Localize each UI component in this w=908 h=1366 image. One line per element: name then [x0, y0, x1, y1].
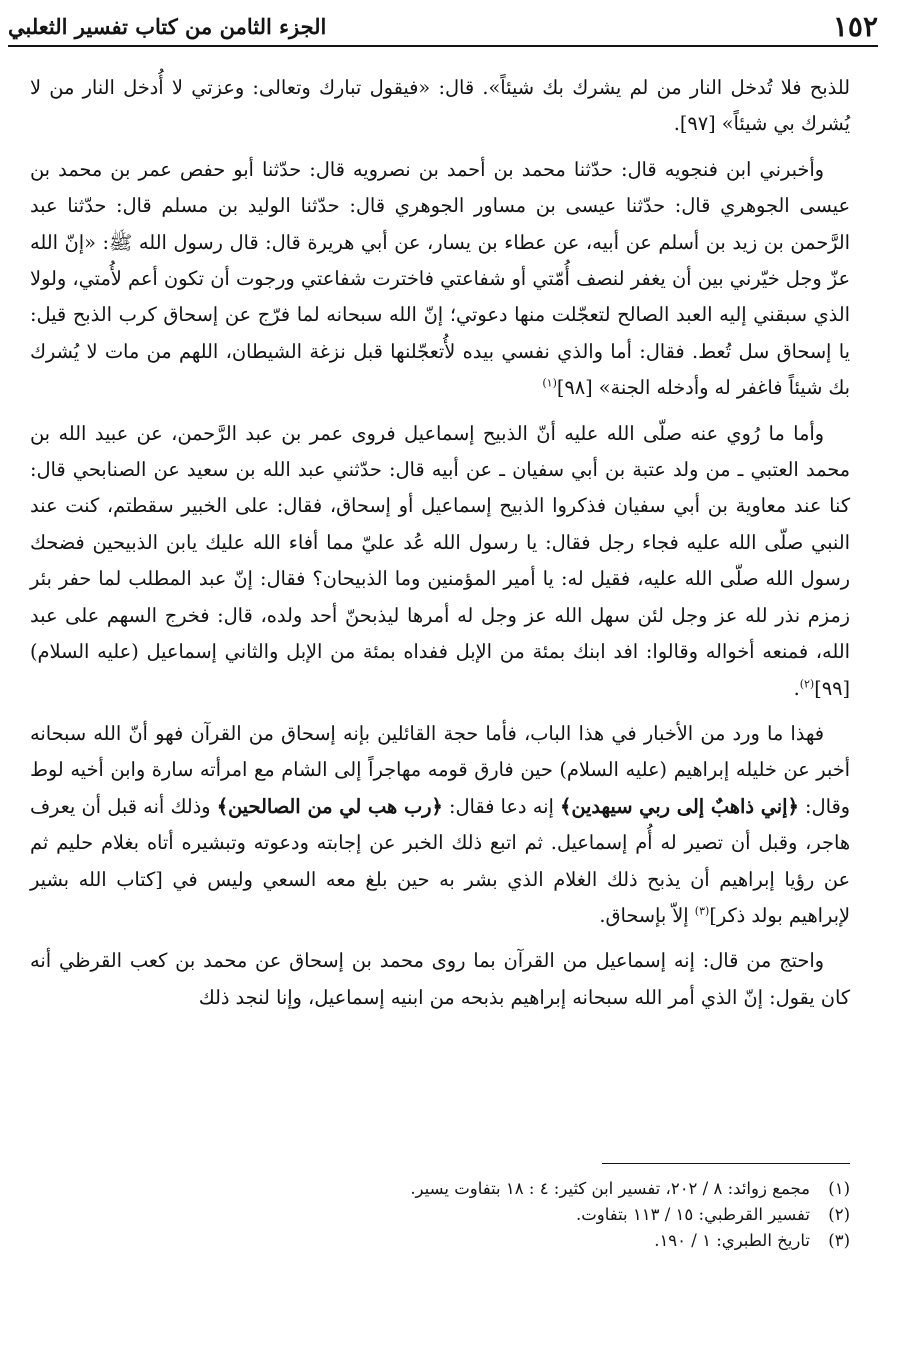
footnote — [30, 1228, 850, 1254]
footnote-text: مجمع زوائد: ٨ / ٢٠٢، تفسير ابن كثير: ٤ : ١٨ بتفاوت يسير. — [410, 1179, 810, 1198]
header-rule — [8, 45, 878, 47]
footnote-ref-2[interactable]: (٢) — [799, 677, 815, 691]
paragraph-2: وأخبرني ابن فنجويه قال: حدّثنا محمد بن أحمد بن نصرويه قال: حدّثنا أبو حفص عمر بن محمد بن عيسى الجوهري قال: حدّثنا عيسى بن مساور الجوهري قال: حدّثنا الوليد بن مسلم قال: حدّثنا عبد الرَّحمن بن زيد بن أسلم عن أبيه، عن عطاء بن يسار، عن أبي هريرة قال: قال رسول الله ﷺ: «إنّ الله عزّ وجل خيّرني بين أن يغفر لنصف أُمّتي أو شفاعتي فاخترت شفاعتي ورجوت أن تكون أعم لأُمتي، ولولا الذي سبقني إليه العبد الصالح لتعجّلت منها دعوتي؛ إنّ الله سبحانه لما فرّج عن إسحاق كرب الذبح قيل: يا إسحاق سل تُعط. فقال: أما والذي نفسي بيده لأُتعجّلنها قبل نزغة الشيطان، اللهم من مات لا يُشرك بك شيئاً فاغفر له وأدخله الجنة» [٩٨]$^{(١)}$ — [30, 157, 850, 400]
paragraph-5: واحتج من قال: إنه إسماعيل من القرآن بما روى محمد بن إسحاق عن محمد بن كعب القرظي أنه كان يقول: إنّ الذي أمر الله سبحانه إبراهيم بذبحه من ابنيه إسماعيل، وإنا لنجد ذلك — [30, 949, 850, 1009]
footnote-number: (٢) — [828, 1205, 850, 1224]
footnote — [30, 1176, 850, 1202]
footnote-text: تفسير القرطبي: ١٥ / ١١٣ بتفاوت. — [575, 1205, 810, 1224]
footnote-ref-3[interactable]: (٣) — [694, 904, 710, 918]
page-number: ١٥٢ — [832, 10, 878, 43]
footnote-rule — [602, 1163, 850, 1164]
main-text — [30, 70, 850, 1025]
footnote-text: تاريخ الطبري: ١ / ١٩٠. — [654, 1231, 810, 1250]
paragraph-1: للذبح فلا تُدخل النار من لم يشرك بك شيئاً». قال: «فيقول تبارك وتعالى: وعزتي لا أُدخل النار من لا يُشرك بي شيئاً» [٩٧]. — [30, 76, 850, 136]
footnote-ref-1[interactable]: (١) — [542, 376, 557, 390]
footnote — [30, 1202, 850, 1228]
footnotes — [30, 1176, 850, 1254]
quran-verse: ﴿إني ذاهبٌ إلى ربي سيهدين﴾ — [560, 794, 799, 818]
paragraph-4: فهذا ما ورد من الأخبار في هذا الباب، فأما حجة القائلين بإنه إسحاق من القرآن فهو أنّ الله سبحانه أخبر عن خليله إبراهيم (عليه السلام) حين فارق قومه مهاجراً إلى الشام مع امرأته سارة وابن أخيه لوط وقال: ﴿إني ذاهبٌ إلى ربي سيهدين﴾ إنه دعا فقال: ﴿رب هب لي من الصالحين﴾ وذلك أنه قبل أن يعرف هاجر، وقبل أن تصير له أُم إسماعيل. ثم اتبع ذلك الخبر عن إجابته ودعوته وتبشيره أتاه بغلام حليم ثم عن رؤيا إبراهيم أن يذبح ذلك الغلام الذي بشر به حين بلغ معه السعي وليس في [كتاب الله بشير لإبراهيم بولد ذكر]$^{(٣)}$ إلاّ بإسحاق. — [30, 721, 850, 927]
running-title: الجزء الثامن من كتاب تفسير الثعلبي — [8, 14, 327, 39]
footnote-number: (١) — [828, 1179, 850, 1198]
page-header — [8, 4, 878, 44]
quran-verse: ﴿رب هب لي من الصالحين﴾ — [216, 794, 443, 818]
paragraph-3: وأما ما رُوي عنه صلّى الله عليه أنّ الذبيح إسماعيل فروى عمر بن عبد الرَّحمن، عن عبيد الله بن محمد العتبي ـ من ولد عتبة بن أبي سفيان ـ عن أبيه قال: حدّثني عبد الله بن سعيد عن الصنابحي قال: كنا عند معاوية بن أبي سفيان فذكروا الذبيح إسماعيل أو إسحاق، فقال: على الخبير سقطتم، كنت عند النبي صلّى الله عليه فجاء رجل فقال: يا رسول الله عُد عليّ مما أفاء الله عليك يابن الذبيحين فضحك رسول الله صلّى الله عليه، فقيل له: يا أمير المؤمنين وما الذبيحان؟ فقال: إنّ عبد المطلب لما حفر بئر زمزم نذر لله عز وجل لئن سهل الله عز وجل له أمرها ليذبحنّ أحد ولده، قال: فخرج السهم على عبد الله، فمنعه أخواله وقالوا: افد ابنك بمئة من الإبل ففداه بمئة من الإبل والثاني إسماعيل (عليه السلام) [٩٩]$^{(٢)}$. — [30, 421, 850, 700]
footnote-number: (٣) — [828, 1231, 850, 1250]
